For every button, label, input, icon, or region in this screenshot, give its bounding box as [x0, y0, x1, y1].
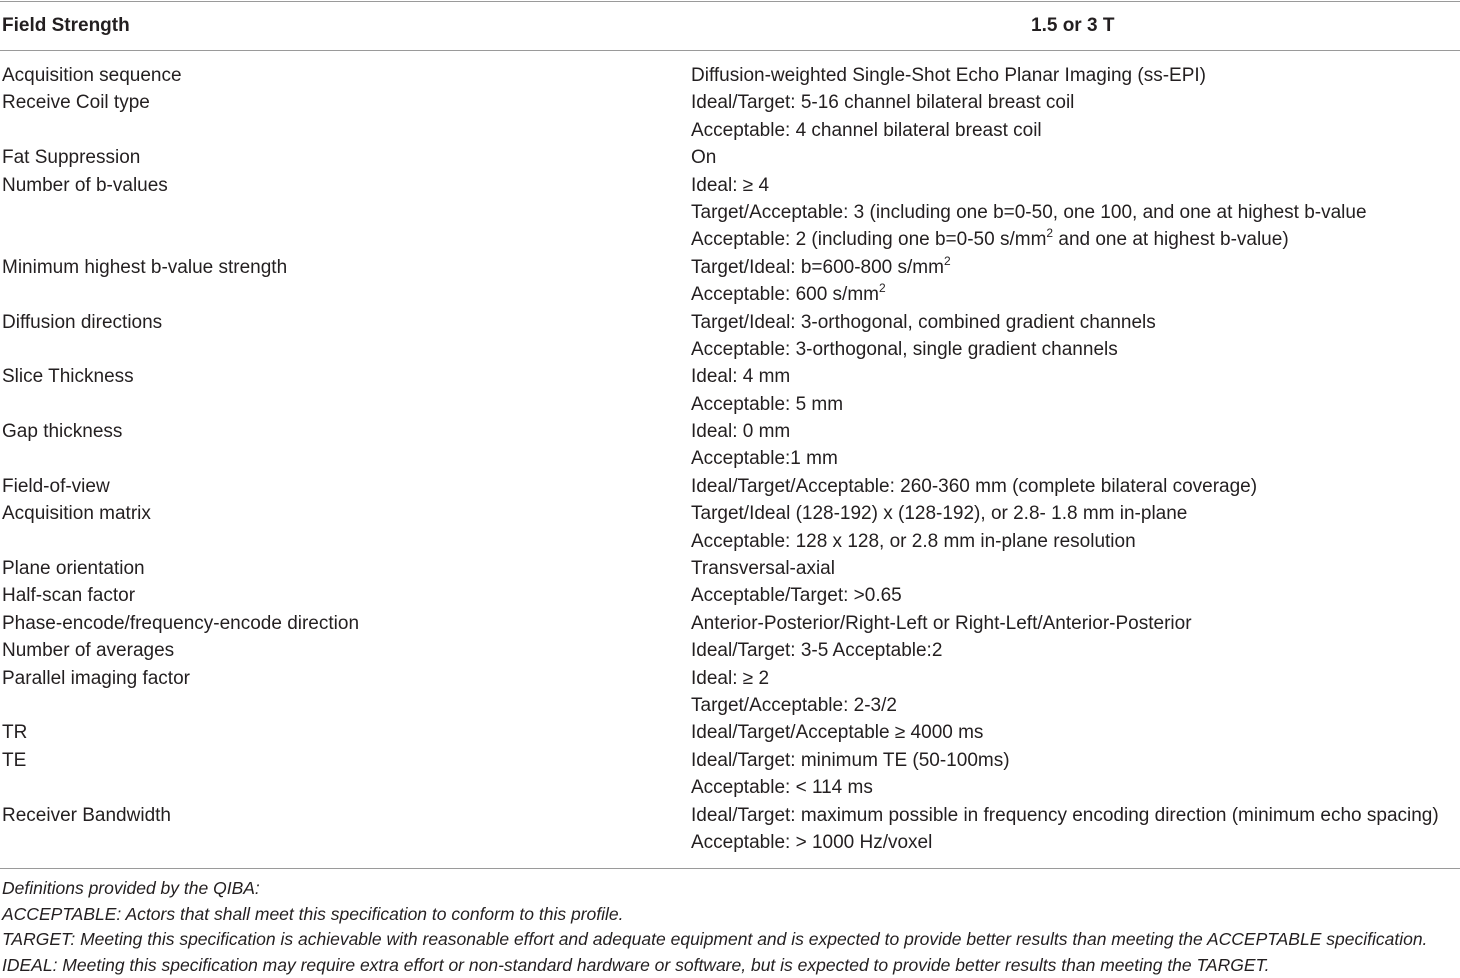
table-row: [0, 418, 1460, 445]
table-row: [0, 719, 1460, 746]
row-value: Target/Acceptable: 2-3/2: [691, 694, 897, 716]
header-rule: [0, 50, 1460, 51]
footnote-line: Definitions provided by the QIBA:: [2, 878, 260, 898]
row-label: Receiver Bandwidth: [2, 804, 171, 826]
row-label: Acquisition matrix: [2, 503, 151, 525]
row-label: Receive Coil type: [2, 92, 150, 114]
table-row: [0, 172, 1460, 199]
table-row: [0, 336, 1460, 363]
table-row: [0, 500, 1460, 527]
row-value: Acceptable: < 114 ms: [691, 777, 873, 799]
row-value: Acceptable: > 1000 Hz/voxel: [691, 831, 933, 853]
row-label: Field-of-view: [2, 475, 110, 497]
table-row: [0, 254, 1460, 281]
row-label: Half-scan factor: [2, 585, 136, 607]
superscript: 2: [1046, 226, 1054, 241]
row-value: Acceptable: 3-orthogonal, single gradient channels: [691, 338, 1118, 360]
row-value: Ideal: ≥ 4: [691, 174, 770, 196]
table-row: [0, 144, 1460, 171]
footnote-line: IDEAL: Meeting this specification may require extra effort or non-standard hardware or software, but is expected to provide better results than meeting the TARGET.: [2, 954, 1270, 975]
table-header: [0, 0, 1460, 50]
row-value: Acceptable: 2 (including one b=0-50 $s/mm^2$ and one at highest b-value): [691, 226, 1289, 251]
table-row: [0, 637, 1460, 664]
row-value: Ideal/Target: minimum TE (50-100ms): [691, 749, 1010, 771]
row-value: Anterior-Posterior/Right-Left or Right-Left/Anterior-Posterior: [691, 612, 1192, 634]
table-row: [0, 829, 1460, 856]
row-value: Acceptable: 600 $s/mm^2$: [691, 281, 886, 306]
row-value: Acceptable: 128 x 128, or 2.8 mm in-plane resolution: [691, 530, 1136, 552]
row-value: Ideal: 0 mm: [691, 421, 791, 443]
table-row: [0, 445, 1460, 472]
superscript: 2: [878, 281, 886, 296]
table-body: [0, 62, 1460, 856]
row-value: Acceptable:1 mm: [691, 448, 838, 470]
row-label: Diffusion directions: [2, 311, 163, 333]
row-label: TR: [2, 722, 28, 744]
table-row: [0, 692, 1460, 719]
row-label: Plane orientation: [2, 558, 145, 580]
table-row: [0, 528, 1460, 555]
row-label: Acquisition sequence: [2, 65, 182, 86]
row-label: Number of averages: [2, 640, 175, 662]
table-row: [0, 62, 1460, 89]
row-value: Diffusion-weighted Single-Shot Echo Planar Imaging (ss-EPI): [691, 65, 1207, 86]
table-row: [0, 473, 1460, 500]
row-value: Ideal/Target: 3-5 Acceptable:2: [691, 640, 943, 662]
footnote-line: TARGET: Meeting this specification is achievable with reasonable effort and adequate equipment and is expected to provide better results than meeting the ACCEPTABLE specification.: [2, 929, 1428, 950]
bottom-rule: [0, 868, 1460, 869]
row-value: Acceptable: 4 channel bilateral breast coil: [691, 119, 1042, 141]
row-value: Target/Acceptable: 3 (including one b=0-50, one 100, and one at highest b-value: [691, 201, 1367, 223]
row-value: Transversal-axial: [691, 558, 835, 580]
row-label: Phase-encode/frequency-encode direction: [2, 612, 360, 634]
table-footnotes: [2, 876, 1460, 978]
table-row: [0, 774, 1460, 801]
row-value: Ideal: 4 mm: [691, 366, 791, 388]
table-row: [0, 610, 1460, 637]
header-field-value: 1.5 or 3 T: [1031, 15, 1115, 36]
row-value: On: [691, 147, 717, 169]
header-field-strength: Field Strength: [2, 15, 130, 36]
row-label: Fat Suppression: [2, 147, 141, 169]
row-label: Gap thickness: [2, 421, 123, 443]
row-label: TE: [2, 749, 27, 771]
row-value: Target/Ideal: b=600-800 $s/mm^2$: [691, 253, 951, 278]
row-value: Ideal: ≥ 2: [691, 667, 770, 689]
row-value: Ideal/Target: 5-16 channel bilateral breast coil: [691, 92, 1075, 114]
table-row: [0, 802, 1460, 829]
table-row: [0, 309, 1460, 336]
row-value: Ideal/Target: maximum possible in frequency encoding direction (minimum echo spacing): [691, 804, 1439, 826]
row-value: Acceptable/Target: >0.65: [691, 585, 902, 607]
row-label: Minimum highest b-value strength: [2, 256, 288, 278]
superscript: 2: [943, 253, 951, 268]
row-value: Acceptable: 5 mm: [691, 393, 844, 415]
row-label: Slice Thickness: [2, 366, 134, 388]
table-row: [0, 747, 1460, 774]
table-row: [0, 391, 1460, 418]
table-row: [0, 226, 1460, 253]
table-row: [0, 665, 1460, 692]
table-row: [0, 555, 1460, 582]
table-row: [0, 281, 1460, 308]
row-value: Ideal/Target/Acceptable ≥ 4000 ms: [691, 722, 984, 744]
row-value: Target/Ideal (128-192) x (128-192), or 2.8- 1.8 mm in-plane: [691, 503, 1188, 525]
table-row: [0, 199, 1460, 226]
table-row: [0, 89, 1460, 116]
table-row: [0, 363, 1460, 390]
row-label: Parallel imaging factor: [2, 667, 190, 689]
footnote-line: ACCEPTABLE: Actors that shall meet this specification to conform to this profile.: [2, 903, 624, 924]
table-row: [0, 117, 1460, 144]
row-value: Ideal/Target/Acceptable: 260-360 mm (complete bilateral coverage): [691, 475, 1258, 497]
table-row: [0, 582, 1460, 609]
row-value: Target/Ideal: 3-orthogonal, combined gradient channels: [691, 311, 1156, 333]
row-label: Number of b-values: [2, 174, 168, 196]
